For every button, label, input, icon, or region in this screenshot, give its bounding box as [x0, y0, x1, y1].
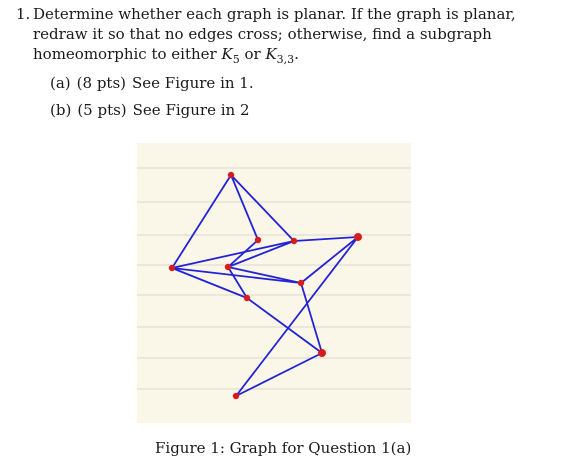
graph-edge-G-B: [301, 237, 358, 283]
question-text-body: Determine whether each graph is planar. If the graph is planar, redraw it so that no edges cross; otherwise, find a subgraph homeomorphic to either: [33, 5, 516, 63]
graph-edge-H-I: [247, 298, 322, 353]
graph-vertices: [169, 172, 362, 399]
part-b-label: (b): [50, 101, 72, 119]
graph-figure: [137, 143, 411, 423]
figure-caption: Figure 1: Graph for Question 1(a): [155, 439, 412, 457]
graph-vertex-J: [233, 393, 239, 399]
graph-edge-C-F: [228, 240, 258, 267]
graph-edge-A-E: [172, 175, 231, 268]
graph-vertex-A: [228, 172, 234, 178]
graph-vertex-I: [318, 349, 326, 357]
k33-subscript: 3,3: [276, 53, 295, 66]
part-a-points: (8 pts): [76, 74, 126, 92]
question-text: [33, 4, 553, 70]
graph-vertex-E: [169, 265, 175, 271]
graph-edges: [172, 175, 358, 396]
graph-vertex-H: [244, 295, 250, 301]
part-b-points: (5 pts): [77, 101, 127, 119]
part-a-label: (a): [50, 74, 71, 92]
or-text: or: [239, 45, 266, 63]
part-a: [50, 73, 254, 93]
graph-vertex-G: [298, 280, 304, 286]
graph-svg: [137, 143, 411, 423]
gridlines: [137, 168, 411, 389]
graph-vertex-D: [291, 238, 297, 244]
k5-subscript: 5: [232, 53, 240, 66]
graph-vertex-F: [225, 264, 231, 270]
graph-vertex-C: [255, 237, 261, 243]
k33-symbol: [265, 45, 295, 66]
graph-edge-D-E: [172, 241, 294, 268]
graph-edge-I-J: [236, 353, 322, 396]
graph-edge-A-D: [231, 175, 294, 241]
period: .: [294, 45, 299, 63]
k33-letter: K: [265, 45, 277, 63]
graph-vertex-B: [354, 233, 362, 241]
k5-letter: K: [221, 45, 233, 63]
graph-edge-G-I: [301, 283, 322, 353]
part-b: [50, 100, 250, 120]
k5-symbol: [221, 45, 240, 66]
graph-edge-A-C: [231, 175, 258, 240]
question-number: 1.: [16, 5, 31, 23]
part-b-text: See Figure in 2: [132, 101, 250, 119]
graph-edge-B-J: [236, 237, 358, 396]
part-a-text: See Figure in 1.: [132, 74, 254, 92]
graph-edge-B-D: [294, 237, 358, 241]
